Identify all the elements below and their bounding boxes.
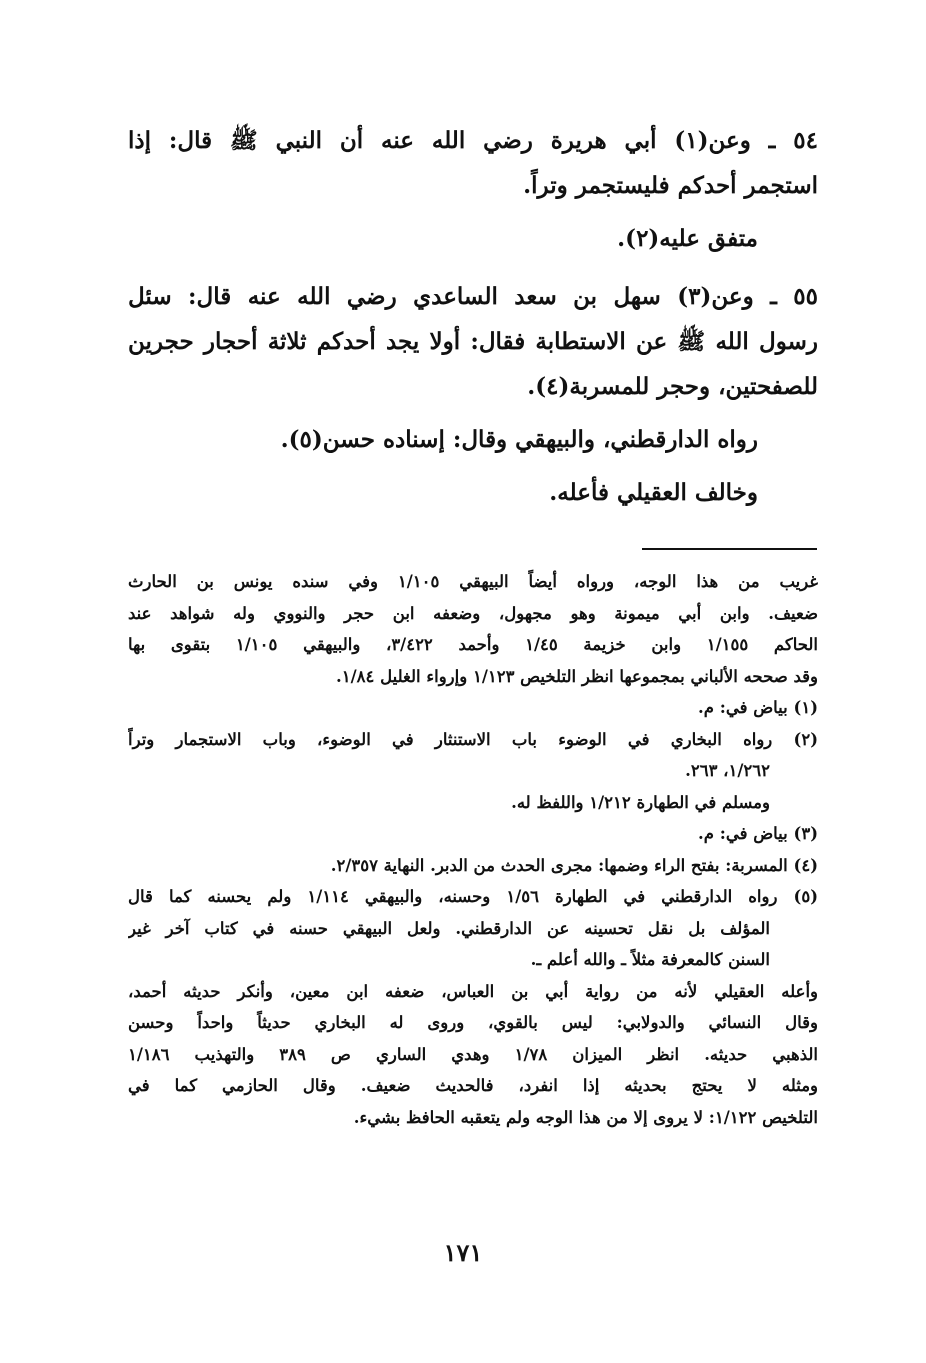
footnote-continued-line: ضعيف. وابن أبي ميمونة وهو مجهول، وضعفه ابن حجر والنووي وله شواهد عند [128,603,818,623]
hadith-54-line-1: ٥٤ ـ وعن(١) أبي هريرة رضي الله عنه أن النبي ﷺ قال: إذا [128,127,818,154]
hadith-55-line-2: رسول الله ﷺ عن الاستطابة فقال: أولا يجد أحدكم ثلاثة أحجار حجرين [128,328,818,355]
hadith-55-note: وخالف العقيلي فأعله. [549,479,758,506]
hadith-55-line-1: ٥٥ ـ وعن(٣) سهل بن سعد الساعدي رضي الله عنه قال: سئل [128,283,818,310]
hadith-55-line-3: للصفحتين، وحجر للمسربة(٤). [527,373,818,400]
footnote-5-line-1: (٥) رواه الدارقطني في الطهارة ١/٥٦ وحسنه، والبيهقي ١/١١٤ ولم يحسنه كما قال [128,887,818,906]
hadith-55-source: رواه الدارقطني، والبيهقي وقال: إسناده حسن(٥). [280,426,758,453]
footnote-5-continued: وقال النسائي والدولابي: ليس بالقوي، وروى له البخاري حديثاً واحداً وحسن [128,1013,818,1032]
footnote-continued-line: غريب من هذا الوجه، ورواه أيضاً البيهقي ١/١٠٥ وفي سنده يونس بن الحارث [128,572,818,591]
footnote-5-continued: الذهبي حديثه. انظر الميزان ١/٧٨ وهدي الساري ص ٣٨٩ والتهذيب ١/١٨٦ [128,1044,818,1064]
footnote-3: (٣) بياض في: م. [698,824,818,843]
footnote-2-line-1: (٢) رواه البخاري في الوضوء باب الاستنثار في الوضوء، وباب الاستجمار وتراً [128,729,818,749]
footnote-continued-line: وقد صححه الألباني بمجموعها انظر التلخيص ١/١٢٣ وإرواء الغليل ١/٨٤. [336,666,818,686]
footnote-1: (١) بياض في: م. [698,698,818,717]
page-number: ١٧١ [443,1238,483,1267]
hadith-54-line-2: استجمر أحدكم فليستجمر وتراً. [523,172,818,199]
hadith-54 [128,118,818,261]
footnote-separator [642,548,817,550]
hadith-54-source: متفق عليه(٢). [617,225,758,252]
footnote-4: (٤) المسربة: بفتح الراء وضمها: مجرى الحدث من الدبر. النهاية ٢/٣٥٧. [330,855,818,875]
footnote-5-continued: ومثله لا يحتج بحديثه إذا انفرد، فالحديث ضعيف. وقال الحازمي كما في [128,1076,818,1095]
footnote-5-continued: التلخيص ١/١٢٢: لا يروى إلا من هذا الوجه ولم يتعقبه الحافظ بشيء. [353,1107,818,1127]
footnote-continued-line: الحاكم ١/١٥٥ وابن خزيمة ١/٤٥ وأحمد ٣/٤٢٢، والبيهقي ١/١٠٥ بتقوى بها [128,635,818,654]
footnote-5-line-3: السنن كالمعرفة مثلاً ـ والله أعلم ـ. [530,950,770,969]
footnotes [128,566,818,1133]
footnote-2-line-3: ومسلم في الطهارة ١/٢١٢ واللفظ له. [511,792,770,812]
hadith-55 [128,274,818,515]
footnote-5-line-2: المؤلف بل نقل تحسينه عن الدارقطني. ولعل البيهقي حسنه في كتاب آخر غير [128,918,770,938]
footnote-2-line-2: ١/٢٦٢، ٢٦٣. [685,761,770,780]
footnote-5-continued: وأعله العقيلي لأنه من رواية أبي بن العباس، ضعفه ابن معين، وأنكر حديثه أحمد، [128,981,818,1001]
